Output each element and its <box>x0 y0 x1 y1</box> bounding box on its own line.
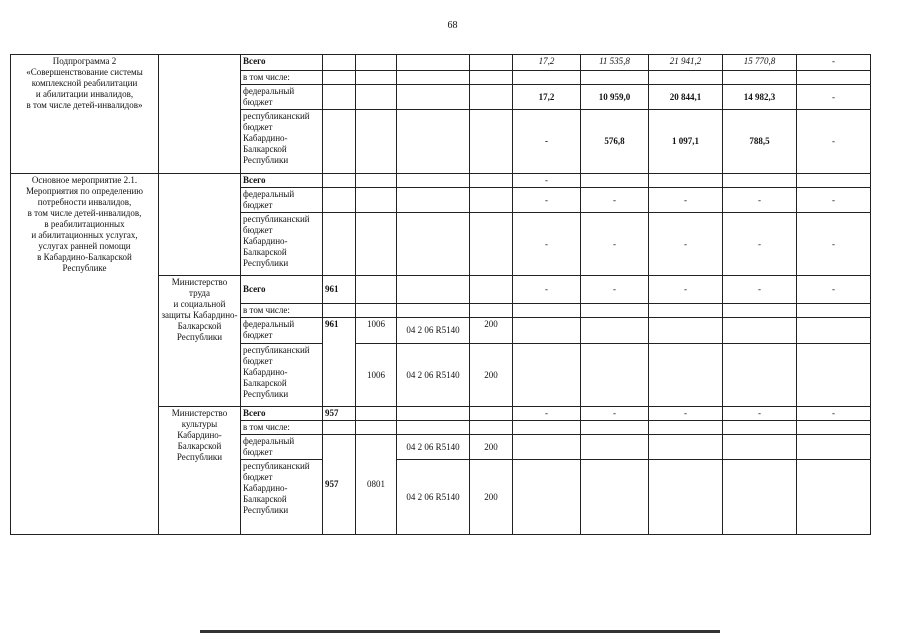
text-line: в том числе детей-инвалидов» <box>26 100 143 110</box>
value-cell: - <box>581 188 649 213</box>
text-line: защиты Кабардино- <box>161 310 238 320</box>
text-line: культуры <box>181 419 218 429</box>
text-line: Кабардино- <box>243 483 288 493</box>
text-line: Кабардино- <box>243 367 288 377</box>
row-label <box>241 110 323 174</box>
page-number: 68 <box>447 20 458 31</box>
vr-cell: 200 <box>470 460 513 535</box>
text-line: бюджет <box>243 472 273 482</box>
value-cell: - <box>513 174 581 188</box>
vr-cell: 200 <box>470 344 513 407</box>
text-line: «Совершенствование системы <box>26 67 143 77</box>
text-line: бюджет <box>243 330 273 340</box>
text-line: услугах ранней помощи <box>38 241 131 251</box>
grbs-cell: 961 <box>323 276 356 304</box>
text-line: Республики <box>243 389 289 399</box>
csr-cell: 04 2 06 R5140 <box>397 344 470 407</box>
text-line: Министерство <box>171 408 228 418</box>
row-label <box>241 344 323 407</box>
row-label <box>241 435 323 460</box>
text-line: федеральный <box>243 319 295 329</box>
text-line: Кабардино- <box>243 133 288 143</box>
rzpr-cell: 1006 <box>356 344 397 407</box>
text-line: Кабардино- <box>177 430 222 440</box>
text-line: Балкарской <box>177 321 222 331</box>
value-cell: - <box>649 213 723 276</box>
value-cell: 17,2 <box>513 55 581 71</box>
value-cell: - <box>513 407 581 421</box>
table-row <box>11 55 871 71</box>
text-line: Республике <box>62 263 107 273</box>
text-line: Кабардино- <box>243 236 288 246</box>
text-line: в реабилитационных <box>44 219 125 229</box>
text-line: Балкарской <box>243 247 287 257</box>
csr-cell: 04 2 06 R5140 <box>397 435 470 460</box>
value-cell: 10 959,0 <box>581 85 649 110</box>
value-cell: - <box>649 276 723 304</box>
text-line: федеральный <box>243 189 295 199</box>
value-cell: - <box>723 188 797 213</box>
row-label <box>241 188 323 213</box>
text-line: и абилитационных услугах, <box>31 230 138 240</box>
value-cell: - <box>513 188 581 213</box>
executor-cell <box>159 174 241 276</box>
executor-mintrud <box>159 276 241 407</box>
subprogram-title <box>11 55 159 174</box>
value-cell: - <box>649 188 723 213</box>
row-label <box>241 213 323 276</box>
value-cell: - <box>723 276 797 304</box>
row-label: Всего <box>241 174 323 188</box>
row-label: в том числе: <box>241 71 323 85</box>
value-cell: - <box>797 110 871 174</box>
value-cell: 14 982,3 <box>723 85 797 110</box>
csr-cell: 04 2 06 R5140 <box>397 318 470 344</box>
executor-cell <box>159 55 241 174</box>
text-line: федеральный <box>243 86 295 96</box>
value-cell: - <box>581 407 649 421</box>
text-line: Подпрограмма 2 <box>52 56 117 66</box>
value-cell: 15 770,8 <box>723 55 797 71</box>
text-line: потребности инвалидов, <box>37 197 132 207</box>
row-label <box>241 460 323 535</box>
value-cell: - <box>723 407 797 421</box>
text-line: и абилитации инвалидов, <box>35 89 134 99</box>
value-cell: 21 941,2 <box>649 55 723 71</box>
value-cell: - <box>723 213 797 276</box>
text-line: Республики <box>243 258 289 268</box>
grbs-cell: 957 <box>323 435 356 535</box>
value-cell: - <box>797 276 871 304</box>
text-line: труда <box>189 288 210 298</box>
grbs-cell: 961 <box>323 318 356 407</box>
value-cell: - <box>797 188 871 213</box>
text-line: бюджет <box>243 447 273 457</box>
value-cell: - <box>649 407 723 421</box>
text-line: Балкарской <box>243 494 287 504</box>
row-label <box>241 318 323 344</box>
text-line: Республики <box>176 452 223 462</box>
value-cell: - <box>797 55 871 71</box>
text-line: бюджет <box>243 97 273 107</box>
row-label <box>241 85 323 110</box>
text-line: республиканский <box>243 111 310 121</box>
value-cell: - <box>513 110 581 174</box>
grbs-cell: 957 <box>323 407 356 421</box>
text-line: Мероприятия по определению <box>26 186 143 196</box>
row-label: в том числе: <box>241 421 323 435</box>
text-line: в Кабардино-Балкарской <box>37 252 132 262</box>
text-line: бюджет <box>243 225 273 235</box>
vr-cell: 200 <box>470 435 513 460</box>
text-line: Балкарской <box>243 378 287 388</box>
text-line: Балкарской <box>177 441 222 451</box>
value-cell: - <box>797 213 871 276</box>
value-cell: 11 535,8 <box>581 55 649 71</box>
text-line: бюджет <box>243 122 273 132</box>
text-line: Основное мероприятие 2.1. <box>31 175 138 185</box>
text-line: бюджет <box>243 356 273 366</box>
text-line: Министерство <box>171 277 228 287</box>
row-label: Всего <box>241 276 323 304</box>
value-cell: 788,5 <box>723 110 797 174</box>
value-cell: - <box>581 276 649 304</box>
measure-title <box>11 174 159 535</box>
text-line: Республики <box>243 155 289 165</box>
rzpr-cell: 0801 <box>356 435 397 535</box>
text-line: федеральный <box>243 436 295 446</box>
text-line: республиканский <box>243 214 310 224</box>
text-line: Республики <box>176 332 223 342</box>
vr-cell: 200 <box>470 318 513 344</box>
text-line: Балкарской <box>243 144 287 154</box>
value-cell: - <box>513 213 581 276</box>
rzpr-cell: 1006 <box>356 318 397 344</box>
row-label: Всего <box>241 55 323 71</box>
value-cell: - <box>513 276 581 304</box>
bottom-rule <box>200 630 720 633</box>
executor-minkult <box>159 407 241 535</box>
text-line: комплексной реабилитации <box>31 78 138 88</box>
text-line: республиканский <box>243 461 310 471</box>
value-cell: - <box>581 213 649 276</box>
value-cell: 17,2 <box>513 85 581 110</box>
csr-cell: 04 2 06 R5140 <box>397 460 470 535</box>
value-cell: 1 097,1 <box>649 110 723 174</box>
text-line: Республики <box>243 505 289 515</box>
value-cell: - <box>797 407 871 421</box>
value-cell: - <box>797 85 871 110</box>
text-line: в том числе детей-инвалидов, <box>27 208 142 218</box>
table-row <box>11 174 871 188</box>
text-line: бюджет <box>243 200 273 210</box>
budget-table <box>10 54 871 535</box>
text-line: и социальной <box>173 299 226 309</box>
value-cell: 576,8 <box>581 110 649 174</box>
value-cell: 20 844,1 <box>649 85 723 110</box>
row-label: Всего <box>241 407 323 421</box>
text-line: республиканский <box>243 345 310 355</box>
row-label: в том числе: <box>241 304 323 318</box>
